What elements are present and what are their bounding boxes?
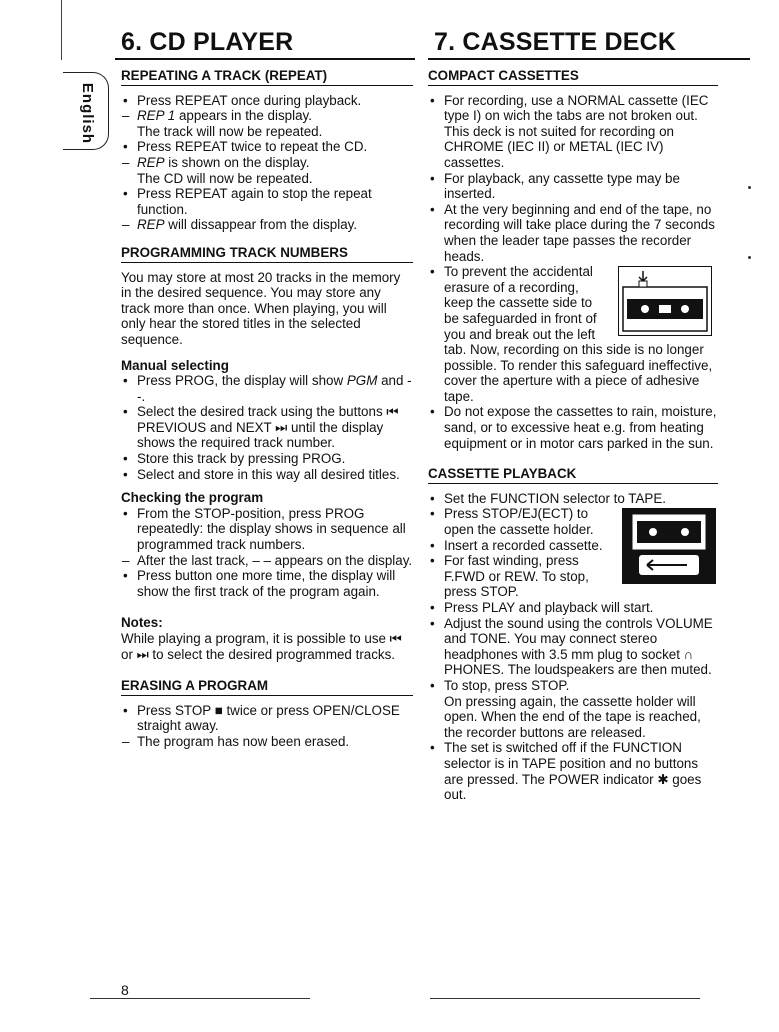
list-item: – REP 1 appears in the display. <box>121 108 413 124</box>
cassette-tab-icon <box>619 267 711 335</box>
margin-line <box>61 0 62 60</box>
list-item: The CD will now be repeated. <box>137 170 313 186</box>
page-number: 8 <box>121 982 129 998</box>
notes-title: Notes: <box>121 615 163 631</box>
repeat-list <box>121 93 413 233</box>
list-item: • For fast winding, press F.FWD or REW. To stop, press STOP. <box>428 553 718 600</box>
list-item: • At the very beginning and end of the tape, no recording will take place during the 7 seconds when the leader tape passes the recorder heads. <box>428 202 718 264</box>
cd-player-column <box>121 68 413 750</box>
footer-rule-left <box>90 998 310 999</box>
list-item: • From the STOP-position, press PROG repeatedly: the display shows in sequence all programmed track numbers. <box>121 506 413 553</box>
list-item: • Insert a recorded cassette. <box>428 538 718 554</box>
programming-section-title: PROGRAMMING TRACK NUMBERS <box>121 245 413 263</box>
cassette-playback-title: CASSETTE PLAYBACK <box>428 466 718 484</box>
header-rule-left <box>115 58 415 60</box>
list-item: • Adjust the sound using the controls VOLUME and TONE. You may connect stereo headphones with 3.5 mm plug to socket ∩ PHONES. The loudspeakers are then muted. <box>428 616 718 678</box>
compact-cassettes-list <box>428 93 718 452</box>
list-item: • To stop, press STOP. <box>428 678 718 694</box>
list-item: • Press REPEAT once during playback. <box>121 93 413 109</box>
footer-rule-right <box>430 998 700 999</box>
list-item: • Select and store in this way all desired titles. <box>121 467 413 483</box>
notes-text: While playing a program, it is possible to use ⏮ or ⏭ to select the desired programmed tracks. <box>121 631 402 662</box>
list-item: • Press PLAY and playback will start. <box>428 600 718 616</box>
language-tab-label: English <box>79 82 97 144</box>
cassette-deck-heading: 7. CASSETTE DECK <box>434 28 677 56</box>
erasing-section-title: ERASING A PROGRAM <box>121 678 413 696</box>
list-item: • Store this track by pressing PROG. <box>121 451 413 467</box>
list-item: On pressing again, the cassette holder will open. When the end of the tape is reached, the recorder buttons are released. <box>444 693 701 740</box>
compact-cassettes-title: COMPACT CASSETTES <box>428 68 718 86</box>
cassette-playback-list <box>428 491 718 803</box>
list-item: – REP is shown on the display. <box>121 155 413 171</box>
list-item: • Press REPEAT twice to repeat the CD. <box>121 139 413 155</box>
list-item: • The set is switched off if the FUNCTION selector is in TAPE position and no buttons are pressed. The POWER indicator ✱ goes out. <box>428 740 718 802</box>
list-item: • Set the FUNCTION selector to TAPE. <box>428 491 718 507</box>
list-item: • Press STOP ■ twice or press OPEN/CLOSE straight away. <box>121 703 413 734</box>
erasing-list <box>121 703 413 750</box>
checking-program-list <box>121 506 413 600</box>
list-item: – After the last track, – – appears on the display. <box>121 553 413 569</box>
list-item: The track will now be repeated. <box>137 123 323 139</box>
list-item: • Press STOP/EJ(ECT) to open the cassette holder. <box>428 506 718 537</box>
list-item: – The program has now been erased. <box>121 734 413 750</box>
programming-intro: You may store at most 20 tracks in the memory in the desired sequence. You may store any track more than once. When playing, you will only hear the stored titles in the selected sequence. <box>121 269 401 347</box>
list-item: • To prevent the accidental erasure of a recording, keep the cassette side to be safeguarded in front of you and break out the left tab. Now, recording on this side is no longer possible. To render this safeguard ineffective, cover the aperture with a piece of adhesive tape. <box>428 264 718 404</box>
list-item: • For recording, use a NORMAL cassette (IEC type I) on wich the tabs are not broken out. This deck is not suited for recording on CHROME (IEC II) or METAL (IEC IV) cassettes. <box>428 93 718 171</box>
header-rule-right <box>428 58 750 60</box>
list-item: • Do not expose the cassettes to rain, moisture, sand, or to excessive heat e.g. from heating equipment or in motor cars parked in the sun. <box>428 404 718 451</box>
manual-selecting-list <box>121 373 413 482</box>
manual-selecting-title: Manual selecting <box>121 357 229 373</box>
list-item: – REP will dissappear from the display. <box>121 217 413 233</box>
checking-program-title: Checking the program <box>121 490 264 506</box>
repeat-section-title: REPEATING A TRACK (REPEAT) <box>121 68 413 86</box>
list-item: • For playback, any cassette type may be inserted. <box>428 171 718 202</box>
cd-player-heading: 6. CD PLAYER <box>121 28 294 56</box>
list-item: • Press button one more time, the display will show the first track of the program again. <box>121 568 413 599</box>
scan-speck <box>748 186 751 189</box>
scan-speck <box>748 256 751 259</box>
list-item: • Select the desired track using the buttons ⏮ PREVIOUS and NEXT ⏭ until the display shows the required track number. <box>121 404 413 451</box>
cassette-deck-column <box>428 68 718 803</box>
list-item: • Press PROG, the display will show PGM and --. <box>121 373 413 404</box>
cassette-tab-illustration <box>618 266 712 336</box>
list-item: • Press REPEAT again to stop the repeat function. <box>121 186 413 217</box>
